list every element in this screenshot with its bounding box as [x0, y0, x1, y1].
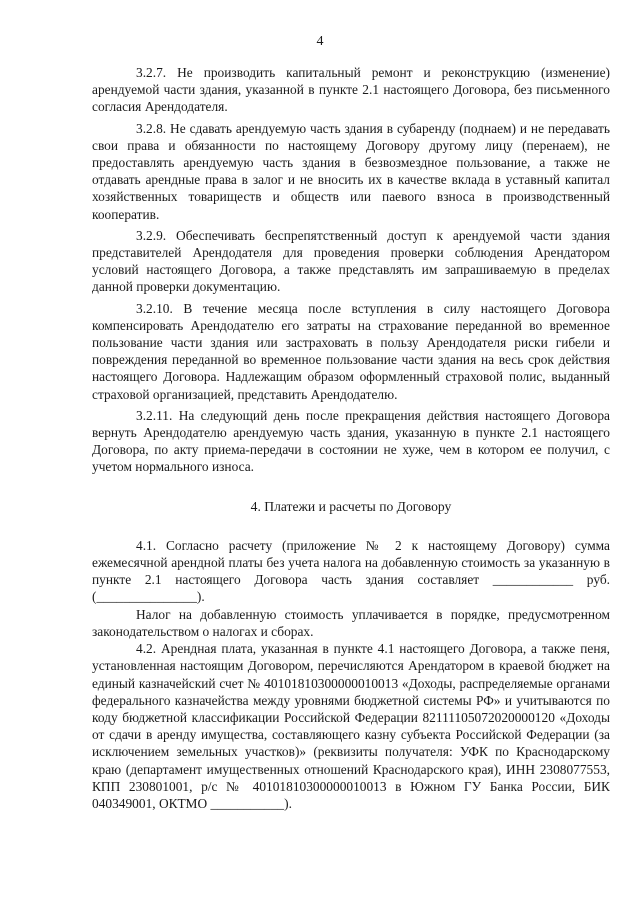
clause-3-2-10: 3.2.10. В течение месяца после вступления в силу настоящего Договора компенсировать Арендодателю его затраты на страхование переданной во временное пользование части здания или застраховать в пользу Арендодателя риски гибели и повреждения переданной во временное пользование части здания на весь срок действия настоящего Договора. Надлежащим образом оформленный страховой полис, выданный страховой организацией, представить Арендодателю. — [92, 300, 610, 402]
clause-3-2-8: 3.2.8. Не сдавать арендуемую часть здания в субаренду (поднаем) и не передавать свои права и обязанности по настоящему Договору другому лицу (перенаем), не предоставлять арендуемую часть здания в безвозмездное пользование, а также не отдавать арендные права в залог и не вносить их в качестве вклада в уставный капитал хозяйственных товариществ и обществ или паевого взноса в производственный кооператив. — [92, 120, 610, 222]
clause-3-2-9: 3.2.9. Обеспечивать беспрепятственный доступ к арендуемой части здания представителей Арендодателя для проведения проверки соблюдения Арендатором условий настоящего Договора, а также представлять им запрашиваемую в пределах данной проверки документацию. — [92, 227, 610, 295]
clause-4-2: 4.2. Арендная плата, указанная в пункте 4.1 настоящего Договора, а также пеня, установленная настоящим Договором, перечисляются Арендатором в краевой бюджет на единый казначейский счет № 40101810300000010013 «Доходы, распределяемые органами федерального казначейства между уровнями бюджетной системы РФ» и учитываются по коду бюджетной классификации Российской Федерации 82111105072020000120 «Доходы от сдачи в аренду имущества, составляющего казну субъекта Российской Федерации (за исключением земельных участков)» (реквизиты получателя: УФК по Краснодарскому краю (департамент имущественных отношений Краснодарского края), ИНН 2308077553, КПП 230801001, р/с № 40101810300000010013 в Южном ГУ Банка России, БИК 040349001, ОКТМО ___________). — [92, 641, 610, 811]
clause-4-1: 4.1. Согласно расчету (приложение № 2 к настоящему Договору) сумма ежемесячной арендной платы без учета налога на добавленную стоимость за указанную в пункте 2.1 настоящего Договора часть здания составляет ____________ руб. (_______________). — [92, 537, 610, 605]
document-body — [92, 64, 610, 812]
clause-3-2-7: 3.2.7. Не производить капитальный ремонт и реконструкцию (изменение) арендуемой части здания, указанной в пункте 2.1 настоящего Договора, без письменного согласия Арендодателя. — [92, 65, 610, 115]
clause-3-2-11: 3.2.11. На следующий день после прекращения действия настоящего Договора вернуть Арендодателю арендуемую часть здания, указанную в пункте 2.1 настоящего Договора, по акту приема-передачи в состоянии не хуже, чем в котором ее получил, с учетом нормального износа. — [92, 407, 610, 475]
vat-clause: Налог на добавленную стоимость уплачивается в порядке, предусмотренном законодательством о налогах и сборах. — [92, 606, 610, 639]
section-4-heading: 4. Платежи и расчеты по Договору — [250, 498, 452, 514]
page-number: 4 — [316, 34, 324, 49]
